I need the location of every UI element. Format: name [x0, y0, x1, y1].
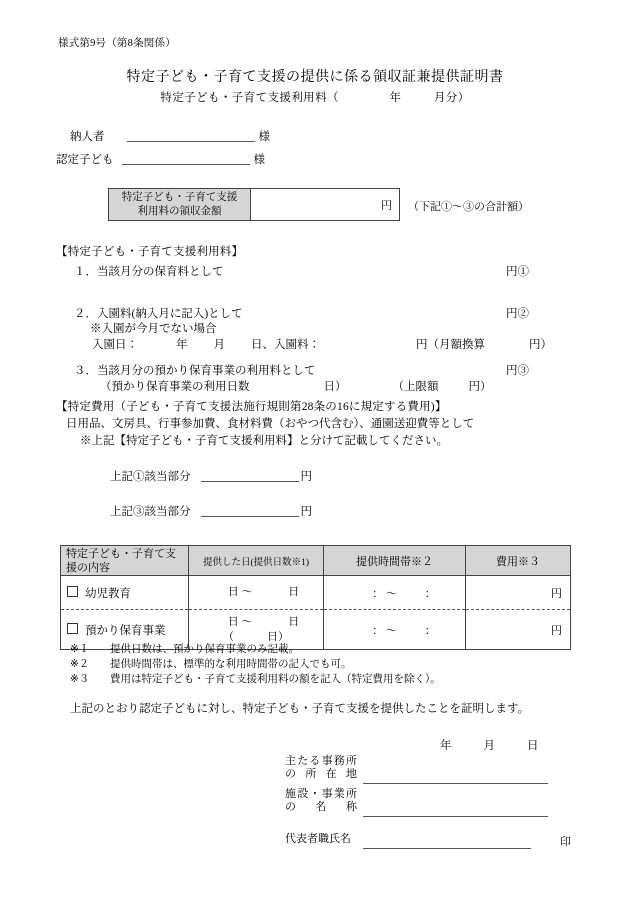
usage-item-2-unit: 円② [506, 308, 529, 320]
table-header-content: 特定子ども・子育て支援の内容 [61, 546, 189, 576]
page-subtitle [0, 89, 630, 105]
checkbox-icon[interactable] [67, 623, 78, 634]
footnote-3-key: ※３ [70, 674, 90, 685]
specific-section-line2: ※上記【特定子ども・子育て支援利用料】と分けて記載してください。 [80, 435, 448, 447]
child-row [56, 151, 265, 167]
table-head [61, 546, 571, 576]
footnote-2-key: ※２ [70, 659, 90, 670]
receipt-amount-box [108, 188, 400, 221]
payer-name-field[interactable] [127, 129, 255, 142]
checkbox-icon[interactable] [67, 586, 78, 597]
specific-sub3-label: 上記③該当部分 [110, 506, 191, 518]
row-1-time-tilde: 〜 [386, 587, 397, 600]
specific-sub3-row [110, 503, 312, 519]
usage-item-3-text: ３．当該月分の預かり保育事業の利用料として [74, 365, 316, 377]
table-body [61, 576, 571, 650]
row-2-date-from: 日 [227, 615, 239, 628]
row-1-time-cell[interactable] [324, 576, 466, 610]
row-1-time-to: ： [424, 587, 436, 600]
certification-month-label: 月 [483, 740, 495, 752]
facility-name-label-line2: の名称 [285, 801, 357, 813]
row-2-cost-unit: 円 [551, 624, 562, 637]
facility-name-label-line1: 施設・事業所 [285, 788, 357, 800]
facility-name-field[interactable] [363, 816, 548, 817]
receipt-amount-label-line2: 利用料の領収金額 [137, 205, 222, 217]
office-address-field[interactable] [363, 783, 548, 784]
payer-honorific: 様 [258, 131, 270, 143]
office-address-label-line2: の所在地 [285, 768, 357, 780]
receipt-amount-note: （下記①〜③の合計額） [408, 201, 529, 213]
usage-item-3-detail [100, 378, 492, 394]
certification-date-wrap [440, 737, 539, 753]
certification-day-label: 日 [527, 740, 539, 752]
footnote-item [70, 642, 441, 657]
row-2-cost-cell[interactable] [466, 610, 571, 650]
row-1-cost-cell[interactable] [466, 576, 571, 610]
usage-item-1-text: １．当該月分の保育料として [74, 266, 224, 278]
specific-sub1-unit: 円 [300, 471, 312, 483]
usage-item-2-detail [92, 336, 552, 352]
footnote-item [70, 657, 441, 672]
table-footnotes [70, 642, 441, 687]
table-header-cost: 費用※３ [466, 546, 571, 576]
admission-year-label: 年 [176, 339, 188, 351]
usage-item-2-text: ２．入園料(納入月に記入)として [74, 308, 243, 320]
payer-row [70, 128, 270, 144]
subtitle-year-label: 年 [389, 92, 402, 104]
admission-monthly-unit: 円） [529, 339, 552, 351]
usage-cap-label: （上限額 [392, 381, 439, 393]
table-header-time: 提供時間帯※２ [324, 546, 466, 576]
row-1-date-to: 日 [288, 586, 300, 598]
child-label: 認定子ども [56, 154, 114, 166]
table-header-row [61, 546, 571, 576]
row-2-time-from: ： [372, 624, 384, 637]
row-2-time-tilde: 〜 [386, 624, 397, 637]
subtitle-prefix: 特定子ども・子育て支援利用料（ [160, 92, 339, 104]
row-1-date-cell[interactable] [189, 576, 324, 610]
usage-item-1-unit: 円① [506, 266, 529, 278]
footnote-3-text: 費用は特定子ども・子育て支援利用料の額を記入（特定費用を除く）。 [110, 674, 441, 685]
subtitle-month-label: 月分） [433, 92, 470, 104]
row-1-date-tilde: 〜 [241, 586, 253, 598]
footnote-1-key: ※１ [70, 644, 90, 655]
row-2-date-sub: （ 日） [223, 630, 289, 643]
usage-days-unit: 日） [323, 381, 347, 393]
row-1-date-from: 日 [227, 586, 239, 598]
stamp-mark: 印 [560, 836, 571, 848]
specific-sub1-row [110, 468, 312, 484]
row-2-name: 預かり保育事業 [85, 624, 166, 637]
receipt-amount-field[interactable] [251, 189, 399, 220]
admission-fee-unit: 円（月額換算 [416, 339, 485, 351]
representative-label: 代表者職氏名 [285, 833, 351, 845]
table-row [61, 576, 571, 610]
footnote-item [70, 672, 441, 687]
specific-section-line1: 日用品、文房具、行事参加費、食材料費（おやつ代含む）、通園送迎費等として [66, 418, 475, 430]
representative-field[interactable] [363, 848, 531, 849]
receipt-amount-label-line1: 特定子ども・子育て支援 [121, 191, 238, 203]
usage-days-label: （預かり保育事業の利用日数 [100, 381, 250, 393]
receipt-amount-unit: 円 [381, 199, 392, 212]
footnote-2-text: 提供時間帯は、標準的な利用時間帯の記入でも可。 [110, 659, 352, 670]
usage-item-3-unit: 円③ [506, 365, 529, 377]
table-header-date: 提供した日(提供日数※1) [189, 546, 324, 576]
footnote-1-text: 提供日数は、預かり保育事業のみ記載。 [110, 644, 299, 655]
row-2-date-tilde: 〜 [241, 615, 253, 628]
certification-statement: 上記のとおり認定子どもに対し、特定子ども・子育て支援を提供したことを証明します。 [70, 703, 530, 715]
usage-cap-unit: 円） [468, 381, 492, 393]
admission-day-label: 日、入園料： [251, 339, 320, 351]
specific-sub3-field[interactable] [201, 504, 299, 517]
row-2-date-to: 日 [288, 615, 300, 628]
specific-section-heading: 【特定費用（子ども・子育て支援法施行規則第28条の16に規定する費用)】 [56, 401, 447, 413]
row-1-cost-unit: 円 [551, 587, 562, 600]
usage-item-2-note: ※入園が今月でない場合 [90, 323, 217, 335]
support-details-table [60, 545, 571, 650]
specific-sub1-label: 上記①該当部分 [110, 471, 191, 483]
form-number: 様式第9号（第8条関係） [58, 38, 176, 49]
admission-month-label: 月 [213, 339, 225, 351]
office-address-label-line1: 主たる事務所 [285, 755, 357, 767]
usage-section-heading: 【特定子ども・子育て支援利用料】 [56, 246, 244, 258]
child-honorific: 様 [253, 154, 265, 166]
row-1-content-cell[interactable] [61, 576, 189, 610]
specific-sub1-field[interactable] [201, 469, 299, 482]
child-name-field[interactable] [122, 152, 250, 165]
row-1-time-from: ： [372, 587, 384, 600]
admission-date-label: 入園日： [92, 339, 138, 351]
receipt-amount-label [109, 189, 251, 220]
row-2-time-to: ： [424, 624, 436, 637]
payer-label: 納人者 [70, 131, 105, 143]
specific-sub3-unit: 円 [300, 506, 312, 518]
certification-year-label: 年 [440, 740, 452, 752]
page-title: 特定子ども・子育て支援の提供に係る領収証兼提供証明書 [126, 70, 504, 85]
row-1-name: 幼児教育 [85, 587, 131, 600]
